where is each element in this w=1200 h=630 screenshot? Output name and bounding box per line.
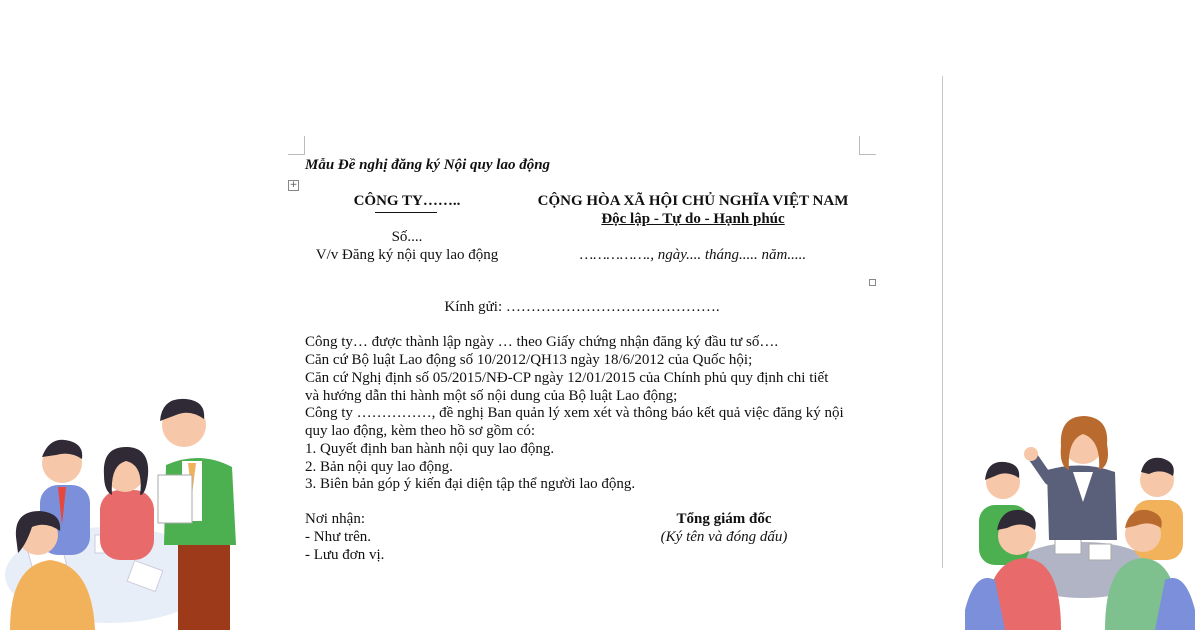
- attachment-item: 3. Biên bản góp ý kiến đại diện tập thể người lao động.: [305, 476, 636, 492]
- date-line: ……………., ngày.... tháng..... năm.....: [579, 247, 807, 263]
- body-line: quy lao động, kèm theo hồ sơ gồm có:: [305, 423, 535, 439]
- recipient-item: - Lưu đơn vị.: [305, 547, 385, 563]
- office-team-meeting-illustration: [0, 395, 245, 630]
- teacher-and-students-illustration: [965, 410, 1195, 630]
- nation-heading: CỘNG HÒA XÃ HỘI CHỦ NGHĨA VIỆT NAM: [537, 193, 849, 209]
- table-move-handle-icon[interactable]: +: [289, 180, 298, 190]
- signature-title: Tổng giám đốc: [676, 511, 772, 527]
- attachment-item: 1. Quyết định ban hành nội quy lao động.: [305, 441, 555, 457]
- body-line: Công ty… được thành lập ngày … theo Giấy chứng nhận đăng ký đầu tư số….: [305, 334, 779, 350]
- attachment-item: 2. Bản nội quy lao động.: [305, 459, 453, 475]
- table-resize-handle-icon[interactable]: [869, 279, 876, 286]
- document-subject: V/v Đăng ký nội quy lao động: [315, 247, 499, 263]
- body-line: Căn cứ Bộ luật Lao động số 10/2012/QH13 ngày 18/6/2012 của Quốc hội;: [305, 352, 753, 368]
- signature-note: (Ký tên và đóng dấu): [660, 529, 788, 545]
- document-number: Số....: [391, 229, 423, 245]
- recipients-label: Nơi nhận:: [305, 511, 366, 527]
- national-motto: Độc lập - Tự do - Hạnh phúc: [601, 211, 785, 227]
- margin-corner-top-right: [859, 136, 876, 155]
- margin-corner-top-left: [288, 136, 305, 155]
- body-line: và hướng dẫn thi hành một số nội dung của Bộ luật Lao động;: [305, 388, 678, 404]
- body-line: Căn cứ Nghị định số 05/2015/NĐ-CP ngày 12/01/2015 của Chính phủ quy định chi tiết: [305, 370, 829, 386]
- page-margin-line: [942, 76, 943, 568]
- company-name: CÔNG TY……..: [353, 193, 461, 209]
- recipient-item: - Như trên.: [305, 529, 372, 545]
- body-line: Công ty ……………, đề nghị Ban quản lý xem xét và thông báo kết quả việc đăng ký nội: [305, 405, 844, 421]
- salutation: Kính gửi: …………………………………….: [444, 299, 720, 315]
- form-title: Mẫu Đề nghị đăng ký Nội quy lao động: [305, 157, 551, 173]
- company-underline: [375, 212, 437, 213]
